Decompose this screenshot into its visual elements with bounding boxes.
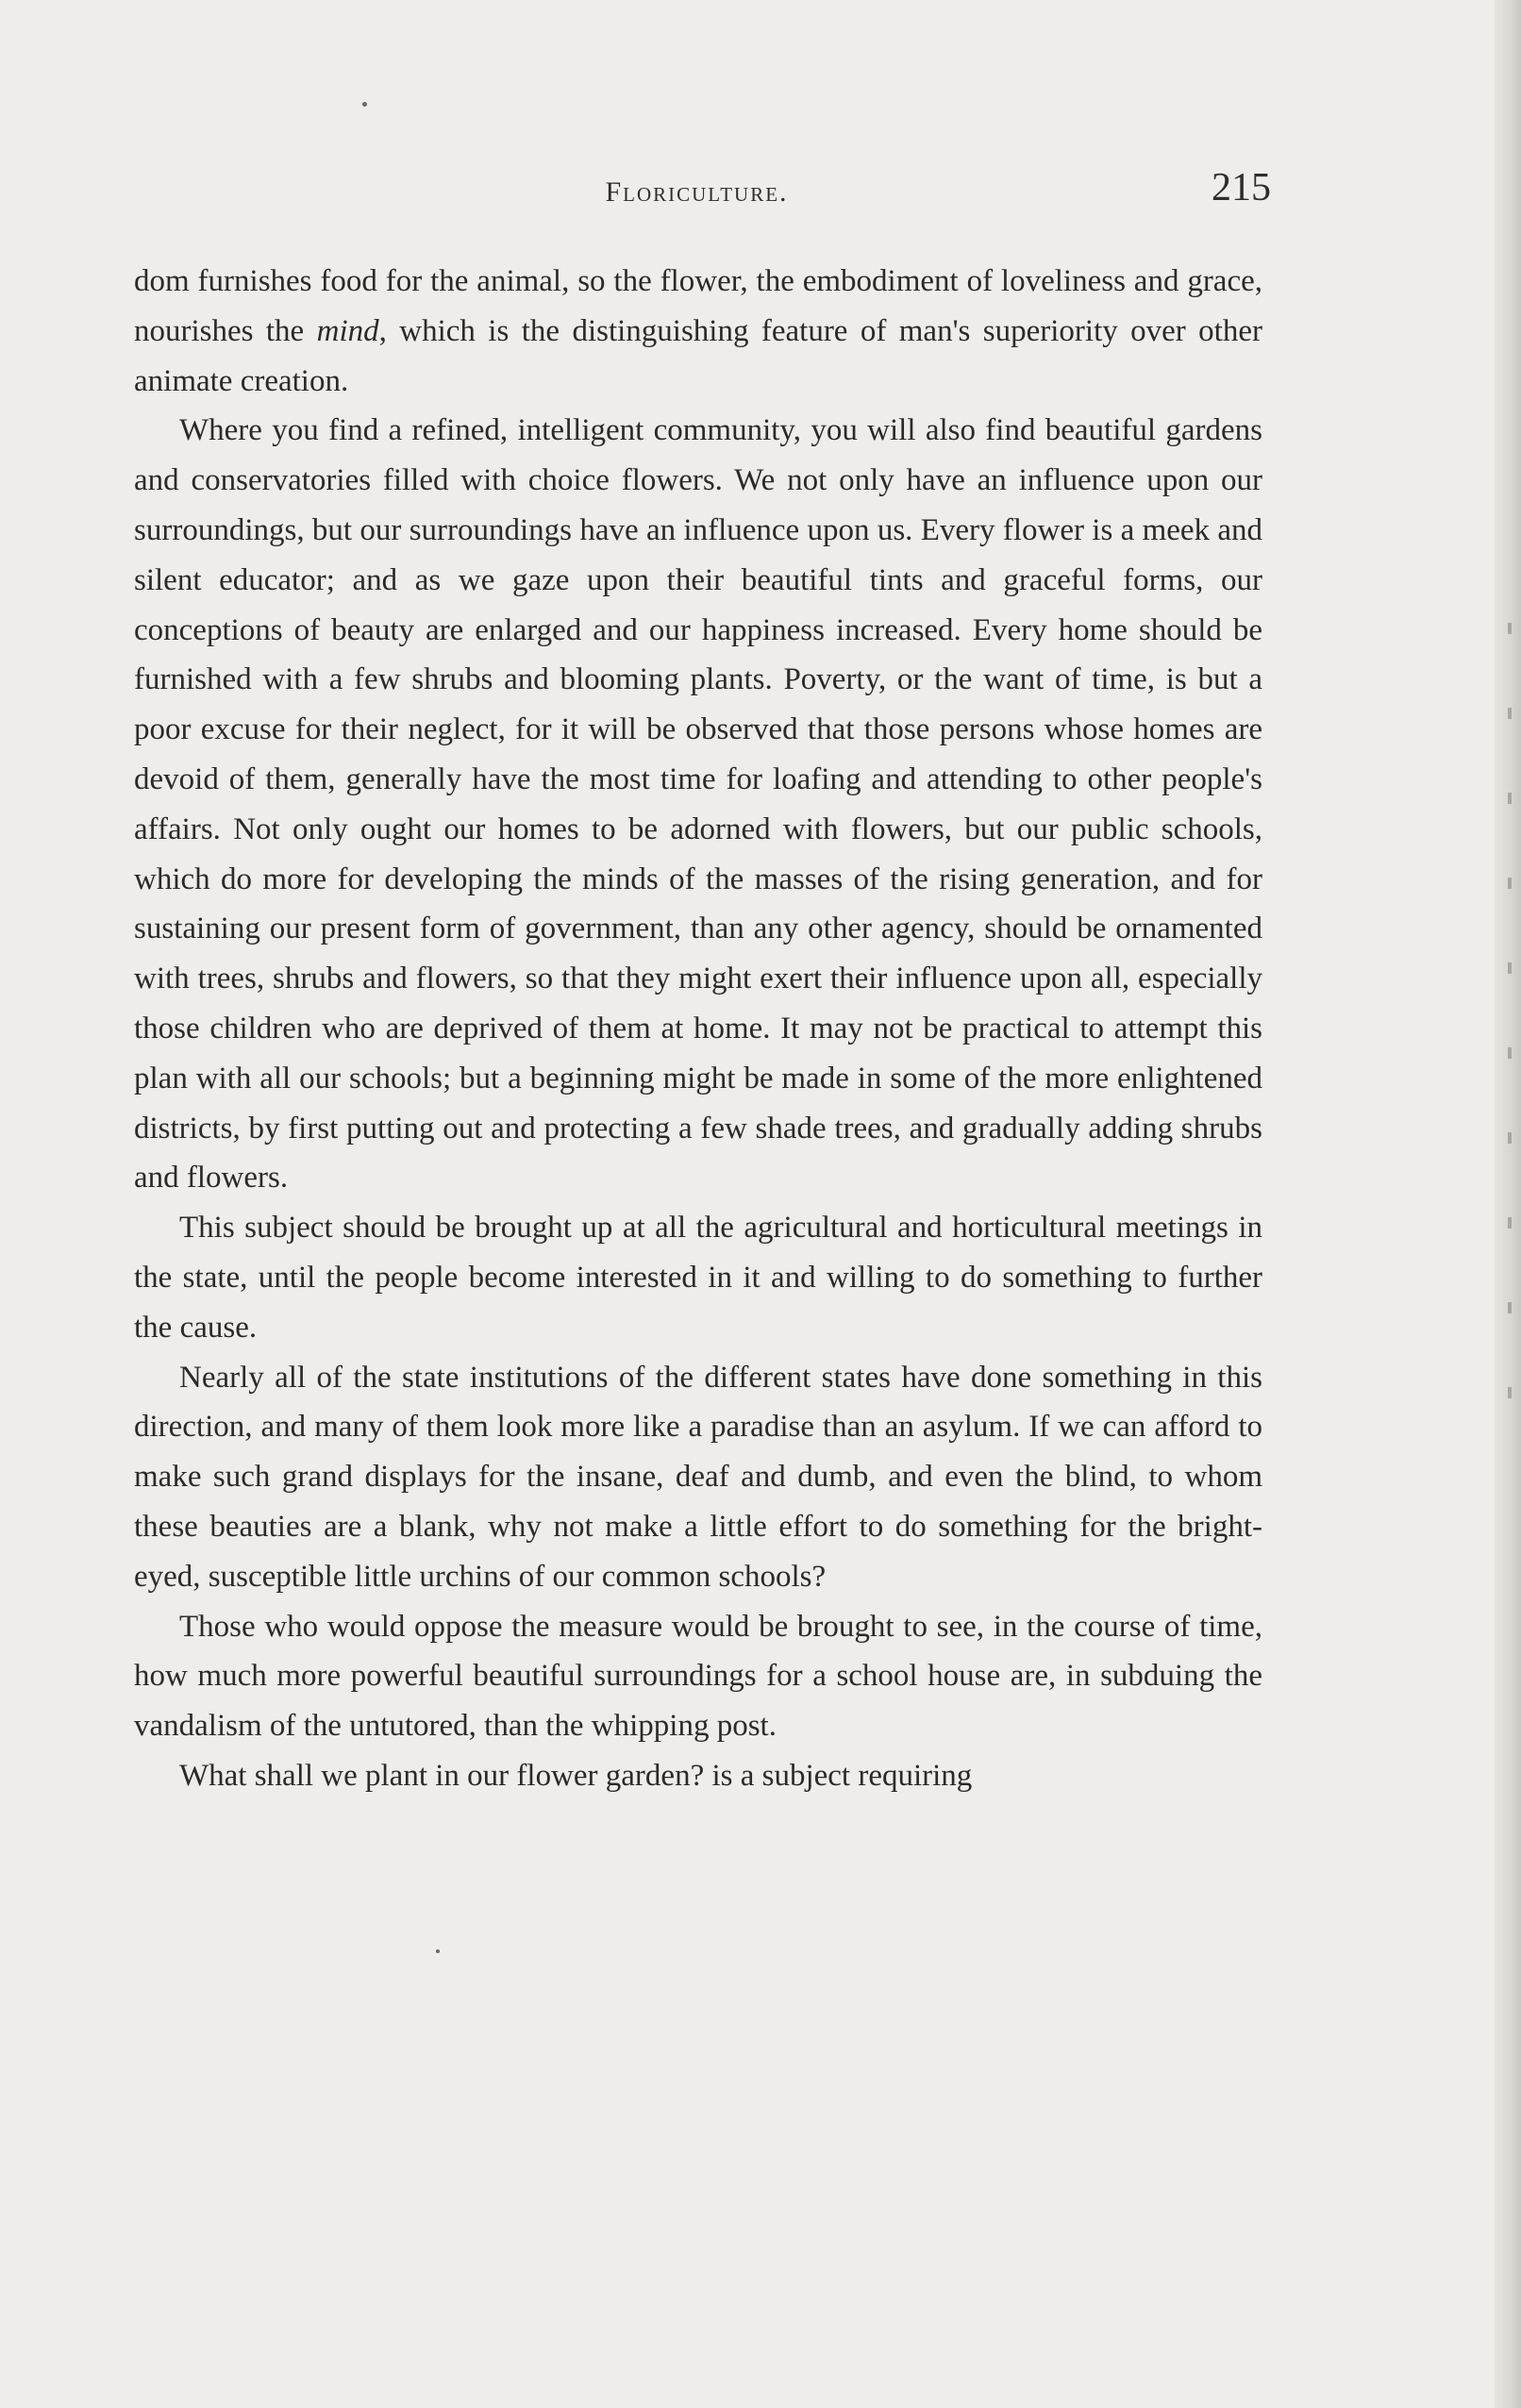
paragraph-4: Nearly all of the state institutions of the different states have done something in this direction, and many of them look more like a paradise than an asylum. If we can afford to make such grand displays for the insane, deaf and dumb, and even the blind, to whom these beauties are a blank, why not make a little effort to do something for the bright-eyed, susceptible little urchins of our common schools? bbox=[134, 1360, 1262, 1594]
emphasis-mind: mind bbox=[316, 313, 379, 348]
speck bbox=[362, 102, 367, 107]
paragraph-1-text-end: , which is the distinguishing feature of man's superiority over other animate creation. bbox=[134, 313, 1262, 398]
page-title: Floriculture. bbox=[605, 176, 789, 208]
paragraph-1 bbox=[134, 257, 1262, 406]
paragraph-2: Where you find a refined, intelligent community, you will also find beautiful gardens and conservatories filled with choice flowers. We not only have an influence upon our surroundings, but our surroundings have an influence upon us. Every flower is a meek and silent educator; and as we gaze upon their beautiful tints and graceful forms, our conceptions of beauty are enlarged and our happiness increased. Every home should be furnished with a few shrubs and blooming plants. Poverty, or the want of time, is but a poor excuse for their neglect, for it will be observed that those persons whose homes are devoid of them, generally have the most time for loafing and attending to other people's affairs. Not only ought our homes to be adorned with flowers, but our public schools, which do more for developing the minds of the masses of the rising generation, and for sustaining our present form of government, than any other agency, should be ornamented with trees, shrubs and flowers, so that they might exert their influence upon all, especially those children who are deprived of them at home. It may not be practical to attempt this plan with all our schools; but a beginning might be made in some of the more enlightened districts, by first putting out and protecting a few shade trees, and gradually adding shrubs and flowers. bbox=[134, 413, 1262, 1196]
page-edge-marks bbox=[1508, 585, 1512, 1434]
body-text bbox=[134, 257, 1262, 1801]
paragraph-1-text-start: dom furnishes food for the animal, so the flower, the embodiment of loveliness and grace, nourishes the bbox=[134, 264, 1262, 348]
paragraph-5: Those who would oppose the measure would be brought to see, in the course of time, how much more powerful beautiful surroundings for a school house are, in subduing the vandalism of the untutored, than the whipping post. bbox=[134, 1609, 1262, 1744]
running-head bbox=[132, 165, 1271, 222]
paragraph-6: What shall we plant in our flower garden? is a subject requiring bbox=[179, 1758, 973, 1793]
page-number: 215 bbox=[1212, 166, 1271, 209]
paragraph-3: This subject should be brought up at all the agricultural and horticultural meetings in the state, until the people become interested in it and willing to do something to further the cause. bbox=[134, 1211, 1262, 1345]
speck bbox=[436, 1949, 440, 1953]
